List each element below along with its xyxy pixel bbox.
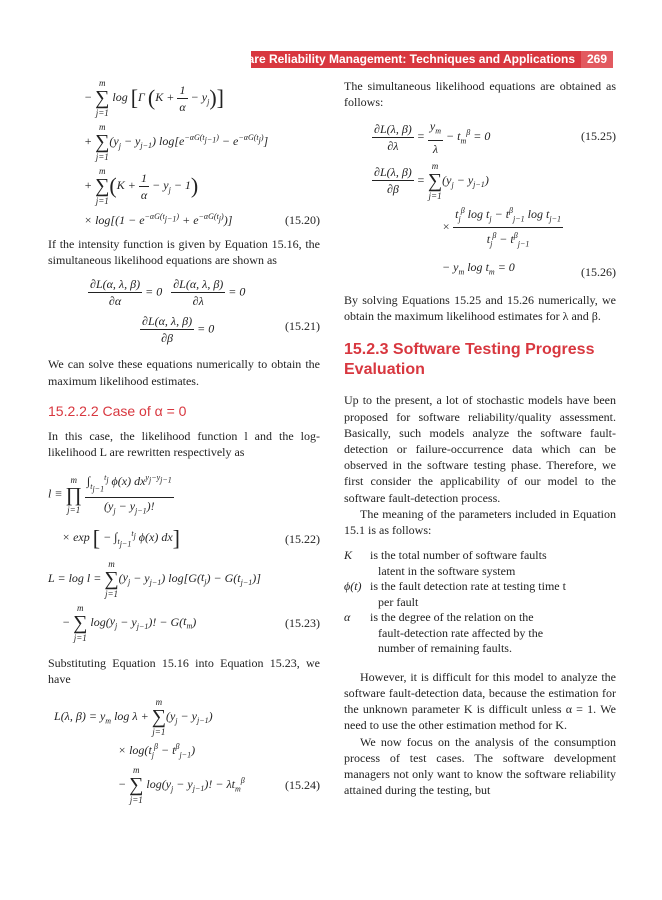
however-paragraph: However, it is difficult for this model to analyze the software fault-detection data, because the estimation for the unknown parameter K is difficult unless α = 1. We need to use the other estimation method for K. [344, 669, 616, 733]
parameter-description: is the fault detection rate at testing time t [370, 579, 566, 594]
equation-15-23: L = log l = m ∑ $j=1(y_j - y_{j-1}) \log[G(t_j) - G(t_{j-1})]$ − m ∑ j=1 $\log(y_j - y_{j-1})$! − $G(t_m)$ (15.23) [48, 558, 320, 643]
running-header [214, 51, 613, 68]
parameter-symbol: K [344, 548, 353, 563]
parameter-item [344, 610, 616, 657]
parameter-list [344, 548, 616, 657]
parameter-description: is the degree of the relation on the [370, 610, 534, 625]
up-to-paragraph: Up to the present, a lot of stochastic models have been proposed for software reliability/quality assessment. Basically, such models analyze the software fault-detection or failure-occurrence data which can be observed in the software testing phase. Therefore, we first consider the applicability of our model to the software fault-detection process. [344, 393, 616, 505]
parameter-description: is the total number of software faults [370, 548, 547, 563]
equation-15-26: $\frac{\partial L(\lambda, \beta)}{\partial\beta}$ = m ∑ $j=1(y_j - y_{j-1})$ × $\frac{t_j^\beta \log t_j - t^\beta_{j-1} \log t_{j-1}}{t_j^\beta - t^\beta_{j-1}}$ − $y_m$ $\log t_m = 0$ (15.26) [374, 160, 616, 279]
section-15-2-3-heading: 15.2.3 Software Testing Progress Evaluation [344, 341, 595, 379]
parameter-symbol: α [344, 610, 351, 625]
parameter-item [344, 579, 616, 610]
equation-15-24: L(λ, $\beta) = y_m$ log λ + m ∑ $j=1(y_j - y_{j-1})$ × $\log(t_j^\beta - t^\beta_{j-1})$ − m ∑ j=1 $\log(y_j - y_{j-1})$! − $\lambda t_m^\beta$ (15.24) [54, 696, 320, 806]
substituting-paragraph: Substituting Equation 15.16 into Equation 15.23, we have [48, 655, 320, 686]
right-column [344, 78, 616, 798]
intensity-paragraph: If the intensity function is given by Equation 15.16, the simultaneous likelihood equations are shown as [48, 237, 320, 268]
equation-number: (15.22) [285, 531, 320, 546]
focus-paragraph: We now focus on the analysis of the consumption process of test cases. The software development managers not only want to know the software reliability attained during the testing, but [344, 734, 616, 798]
parameter-description: number of remaining faults. [378, 641, 512, 656]
solving-paragraph: By solving Equations 15.25 and 15.26 numerically, we obtain the maximum likelihood estimates for λ and β. [344, 292, 616, 324]
equation-number: (15.26) [581, 264, 616, 279]
equation-number: (15.24) [285, 778, 320, 793]
parameter-description: latent in the software system [378, 563, 516, 578]
equation-number: (15.20) [285, 213, 320, 227]
equation-15-22: l ≡ m ∏ j=1 $\frac{\int_{t_{j-1}}^{t_j} \phi(x) dx^{y_j-y_{j-1}}}{(y_j - y_{j-1})!}$ × exp [ − $\int_{t_{j-1}}^{t_j}$ ϕ(x) dx] (15.22) [48, 470, 320, 552]
parameter-description: per fault [378, 594, 419, 609]
case-paragraph: In this case, the likelihood function l and the log-likelihood L are rewritten respectively as [48, 428, 320, 460]
simultaneous-paragraph: The simultaneous likelihood equations are obtained as follows: [344, 79, 616, 110]
equation-number: (15.21) [285, 319, 320, 334]
page-number: 269 [581, 51, 613, 68]
parameter-item [344, 548, 616, 579]
parameter-description: fault-detection rate affected by the [378, 625, 544, 640]
parameter-symbol: ϕ(t) [344, 579, 362, 594]
solve-paragraph: We can solve these equations numerically to obtain the maximum likelihood estimates. [48, 357, 320, 388]
equation-number: (15.23) [285, 615, 320, 630]
equation-15-25: $\frac{\partial L(\lambda, \beta)}{\partial\lambda}$ = $\frac{y_m}{\lambda}$ − $t_m^\beta = 0$ (15.25) [374, 119, 616, 156]
section-15-2-2-2-heading: 15.2.2.2 Case of α = 0 [48, 402, 187, 419]
equation-15-21: $\frac{\partial L(\alpha, \lambda, \beta)}{\partial\alpha}$ = 0 $\frac{\partial L(\alpha, \lambda, \beta)}{\partial\lambda}$ = 0 $\frac{\partial L(\alpha, \lambda, \beta)}{\partial\beta}$ = 0 (15.21) [90, 277, 320, 346]
left-column [48, 78, 320, 805]
meaning-paragraph: The meaning of the parameters included in Equation 15.1 is as follows: [344, 506, 616, 537]
equation-number: (15.25) [581, 129, 616, 144]
running-title: Software Reliability Management: Techniques and Applications [214, 52, 575, 66]
equation-15-20: − m ∑ j=1 log [Γ (K + $\frac{1}{\alpha}$ − $y_j$)] + m ∑ $j=1(y_j - y_{j-1}) \log[e^{-\alpha G(t_{j-1})} - e^{-\alpha G(t_j)}]$ + m ∑ j=1(K + $\frac{1}{\alpha}$ − $y_j - 1$) × $\log[(1 - e^{-\alpha G(t_{j-1})} + e^{-\alpha G(t_j)})]$ (15.20) [84, 78, 320, 227]
